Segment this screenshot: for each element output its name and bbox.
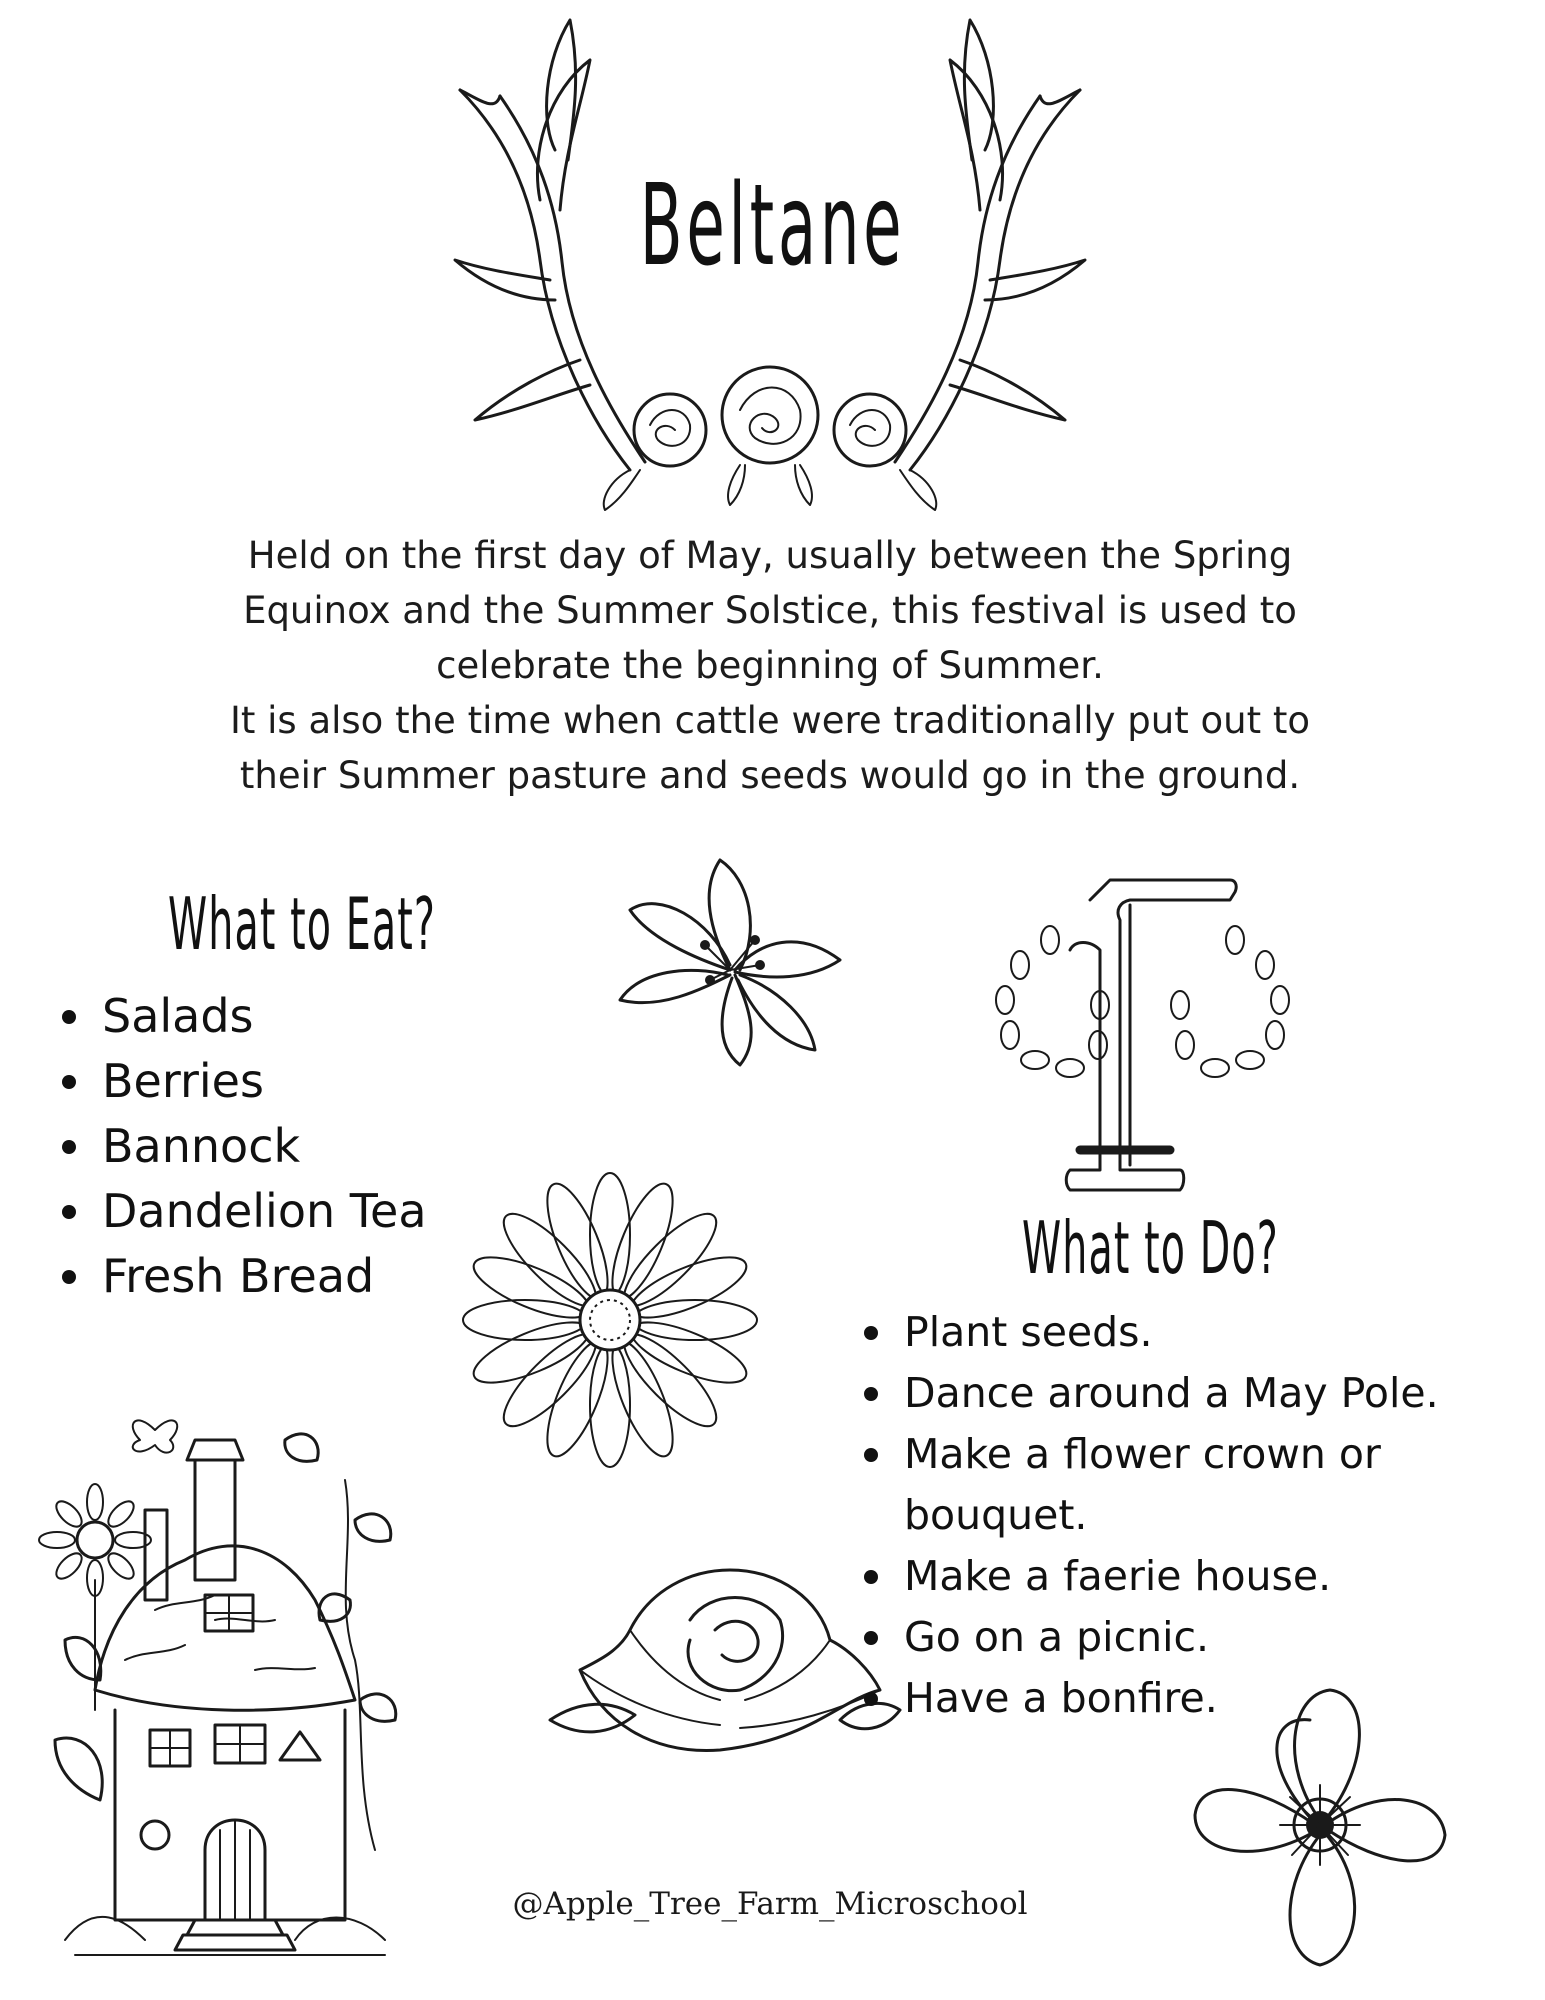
list-item: Make a flower crown or bouquet. xyxy=(858,1424,1498,1546)
intro-line: celebrate the beginning of Summer. xyxy=(436,644,1104,687)
intro-line: their Summer pasture and seeds would go in the ground. xyxy=(239,754,1301,797)
page-title: Beltane xyxy=(639,161,906,291)
list-item: Dandelion Tea xyxy=(56,1179,427,1244)
rose-wreath-icon xyxy=(604,367,937,510)
butterfly-icon xyxy=(133,1420,177,1452)
eat-list xyxy=(56,984,427,1309)
list-item: Have a bonfire. xyxy=(858,1668,1498,1729)
do-list xyxy=(858,1302,1498,1729)
eat-heading: What to Eat? xyxy=(168,882,437,966)
list-item: Go on a picnic. xyxy=(858,1607,1498,1668)
intro-line: Held on the first day of May, usually between the Spring xyxy=(247,534,1293,577)
intro-line: It is also the time when cattle were traditionally put out to xyxy=(229,699,1311,742)
rose-flower-icon xyxy=(540,1550,900,1770)
lily-flower-icon xyxy=(610,850,860,1070)
list-item: Salads xyxy=(56,984,427,1049)
credit-handle: @Apple_Tree_Farm_Microschool xyxy=(512,1886,1028,1922)
do-heading: What to Do? xyxy=(1022,1206,1279,1290)
maypole-symbol-icon xyxy=(980,870,1310,1200)
faerie-house-icon xyxy=(55,1380,405,1960)
list-item: Berries xyxy=(56,1049,427,1114)
intro-line: Equinox and the Summer Solstice, this festival is used to xyxy=(243,589,1297,632)
list-item: Bannock xyxy=(56,1114,427,1179)
list-item: Fresh Bread xyxy=(56,1244,427,1309)
intro-text xyxy=(200,528,1340,803)
list-item: Make a faerie house. xyxy=(858,1546,1498,1607)
list-item: Dance around a May Pole. xyxy=(858,1363,1498,1424)
list-item: Plant seeds. xyxy=(858,1302,1498,1363)
daisy-flower-icon xyxy=(460,1170,760,1470)
